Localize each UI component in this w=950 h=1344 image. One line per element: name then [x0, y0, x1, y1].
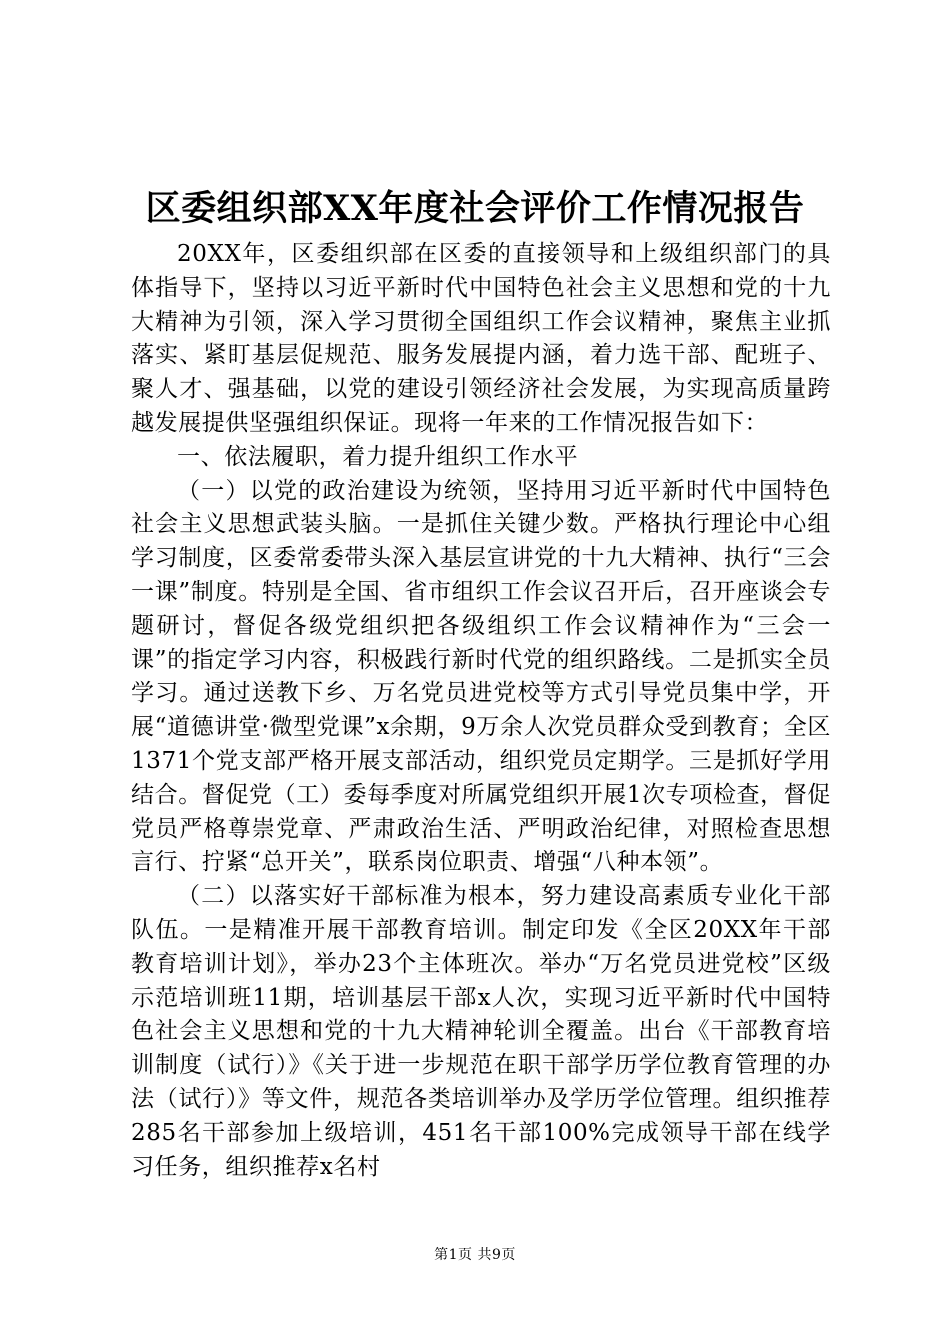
intro-paragraph: 20XX年，区委组织部在区委的直接领导和上级组织部门的具体指导下，坚持以习近平新时代中国特色社会主义思想和党的十九大精神为引领，深入学习贯彻全国组织工作会议精神，聚焦主业抓落实、紧盯基层促规范、服务发展提内涵，着力选干部、配班子、聚人才、强基础，以党的建设引领经济社会发展，为实现高质量跨越发展提供坚强组织保证。现将一年来的工作情况报告如下： — [131, 241, 831, 436]
page-footer: 第1页 共9页 — [434, 1247, 516, 1263]
section-paragraph-1: （一）以党的政治建设为统领，坚持用习近平新时代中国特色社会主义思想武装头脑。一是抓住关键少数。严格执行理论中心组学习制度，区委常委带头深入基层宣讲党的十九大精神、执行“三会一课”制度。特别是全国、省市组织工作会议召开后，召开座谈会专题研讨，督促各级党组织把各级组织工作会议精神作为“三会一课”的指定学习内容，积极践行新时代党的组织路线。二是抓实全员学习。通过送教下乡、万名党员进党校等方式引导党员集中学，开展“道德讲堂·微型党课”x余期，9万余人次党员群众受到教育；全区1371个党支部严格开展支部活动，组织党员定期学。三是抓好学用结合。督促党（工）委每季度对所属党组织开展1次专项检查，督促党员严格尊崇党章、严肃政治生活、严明政治纪律，对照检查思想言行、拧紧“总开关”，联系岗位职责、增强“八种本领”。 — [131, 477, 831, 876]
section-paragraph-2: （二）以落实好干部标准为根本，努力建设高素质专业化干部队伍。一是精准开展干部教育培训。制定印发《全区20XX年干部教育培训计划》，举办23个主体班次。举办“万名党员进党校”区级示范培训班11期，培训基层干部x人次，实现习近平新时代中国特色社会主义思想和党的十九大精神轮训全覆盖。出台《干部教育培训制度（试行）》《关于进一步规范在职干部学历学位教育管理的办法（试行）》等文件，规范各类培训举办及学历学位管理。组织推荐285名干部参加上级培训，451名干部100%完成领导干部在线学习任务，组织推荐x名村 — [131, 883, 831, 1180]
section-heading-1: 一、依法履职，着力提升组织工作水平 — [177, 443, 579, 470]
document-title: 区委组织部XX年度社会评价工作情况报告 — [145, 188, 805, 229]
document-body — [131, 238, 831, 1184]
